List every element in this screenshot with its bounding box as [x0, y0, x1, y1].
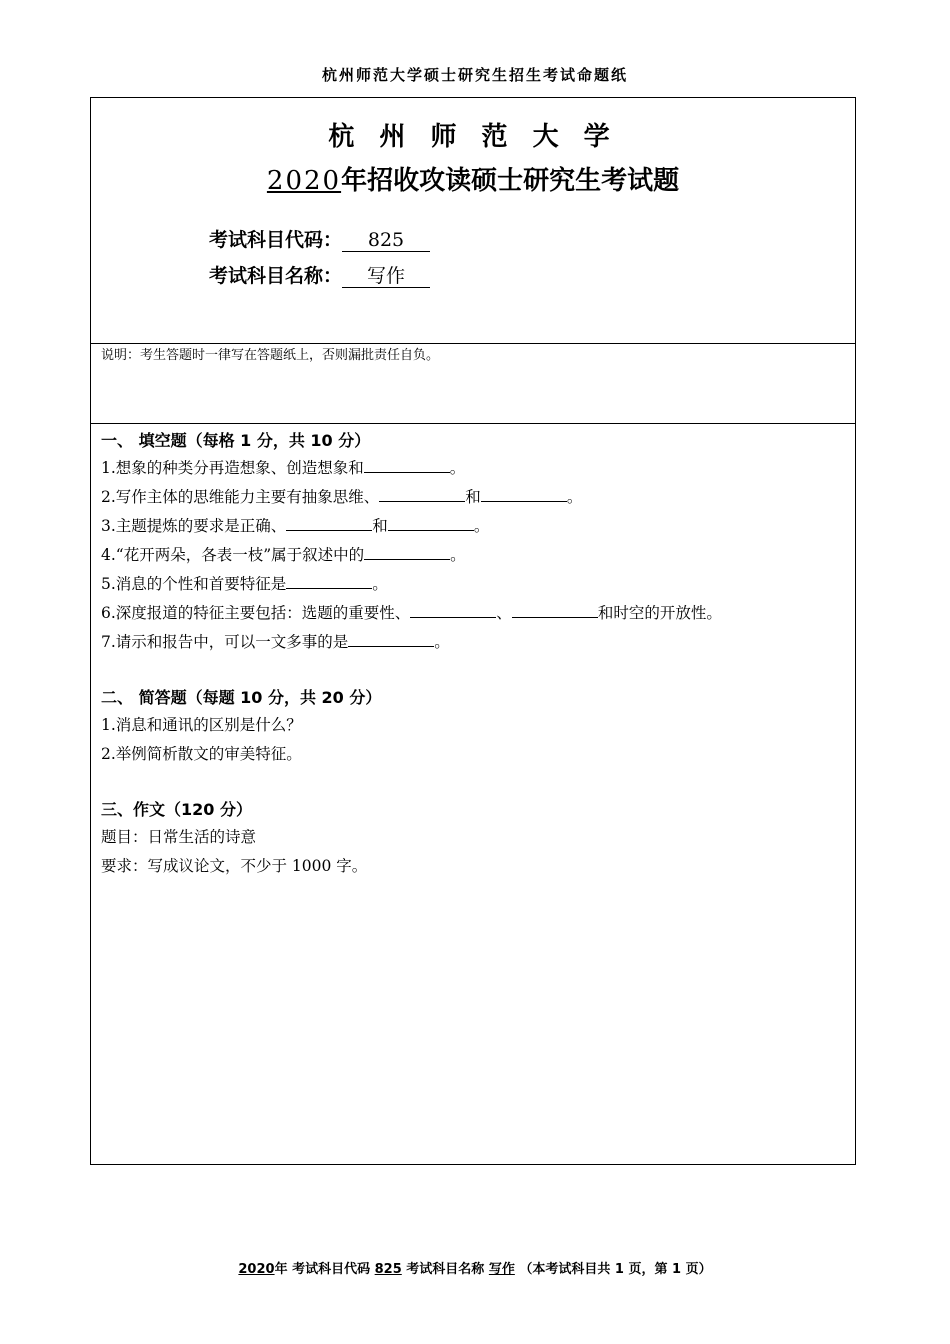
answer-blank — [364, 544, 450, 560]
question-item: 2.举例简析散文的审美特征。 — [101, 745, 302, 763]
footer-page-info: （本考试科目共 1 页，第 1 页） — [514, 1262, 712, 1277]
exam-paper-frame — [90, 97, 856, 1165]
university-name: 杭 州 师 范 大 学 — [328, 122, 618, 152]
essay-topic: 题目：日常生活的诗意 — [101, 828, 257, 846]
subject-code-label: 考试科目代码： — [209, 229, 343, 251]
question-item: 6.深度报道的特征主要包括：选题的重要性、 、 和时空的开放性。 — [101, 604, 722, 622]
answer-blank — [364, 457, 450, 473]
exam-title-text: 年招收攻读硕士研究生考试题 — [341, 166, 680, 196]
subject-code-row — [209, 225, 430, 252]
answer-blank — [379, 486, 465, 502]
subject-name-row — [209, 261, 430, 288]
section-short-answer-heading: 二、 简答题（每题 10 分，共 20 分） — [101, 688, 382, 707]
question-item: 3.主题提炼的要求是正确、 和 。 — [101, 517, 490, 535]
exam-header — [91, 98, 855, 344]
subject-name-label: 考试科目名称： — [209, 265, 343, 287]
question-item: 4.“花开两朵，各表一枝”属于叙述中的 。 — [101, 546, 466, 564]
answer-blank — [388, 515, 474, 531]
essay-requirement: 要求：写成议论文，不少于 1000 字。 — [101, 857, 368, 875]
answer-blank — [286, 515, 372, 531]
footer-name-label: 考试科目名称 — [401, 1262, 489, 1277]
subject-name-value: 写作 — [342, 265, 430, 288]
answer-blank — [512, 602, 598, 618]
page-footer — [0, 1258, 950, 1277]
footer-subject-name: 写作 — [488, 1262, 515, 1277]
footer-year: 2020 — [238, 1262, 275, 1277]
exam-title — [91, 160, 855, 197]
answer-blank — [481, 486, 567, 502]
instructions-text: 说明：考生答题时一律写在答题纸上，否则漏批责任自负。 — [101, 348, 440, 363]
answer-blank — [348, 631, 434, 647]
answer-blank — [410, 602, 496, 618]
section-essay-heading: 三、作文（120 分） — [101, 800, 252, 819]
questions-section — [101, 428, 845, 881]
footer-subject-code: 825 — [374, 1262, 402, 1277]
page-header: 杭州师范大学硕士研究生招生考试命题纸 — [321, 66, 628, 84]
footer-year-suffix: 年 考试科目代码 — [274, 1262, 375, 1277]
answer-blank — [286, 573, 372, 589]
question-item: 5.消息的个性和首要特征是 。 — [101, 575, 388, 593]
subject-code-value: 825 — [342, 229, 430, 252]
question-item: 2.写作主体的思维能力主要有抽象思维、 和 。 — [101, 488, 583, 506]
section-fill-blank-heading: 一、 填空题（每格 1 分，共 10 分） — [101, 431, 371, 450]
question-item: 1.消息和通讯的区别是什么？ — [101, 716, 302, 734]
question-item: 7.请示和报告中，可以一文多事的是 。 — [101, 633, 450, 651]
exam-year: 2020 — [266, 166, 342, 196]
question-item: 1.想象的种类分再造想象、创造想象和 。 — [101, 459, 466, 477]
instructions-section — [91, 343, 855, 424]
